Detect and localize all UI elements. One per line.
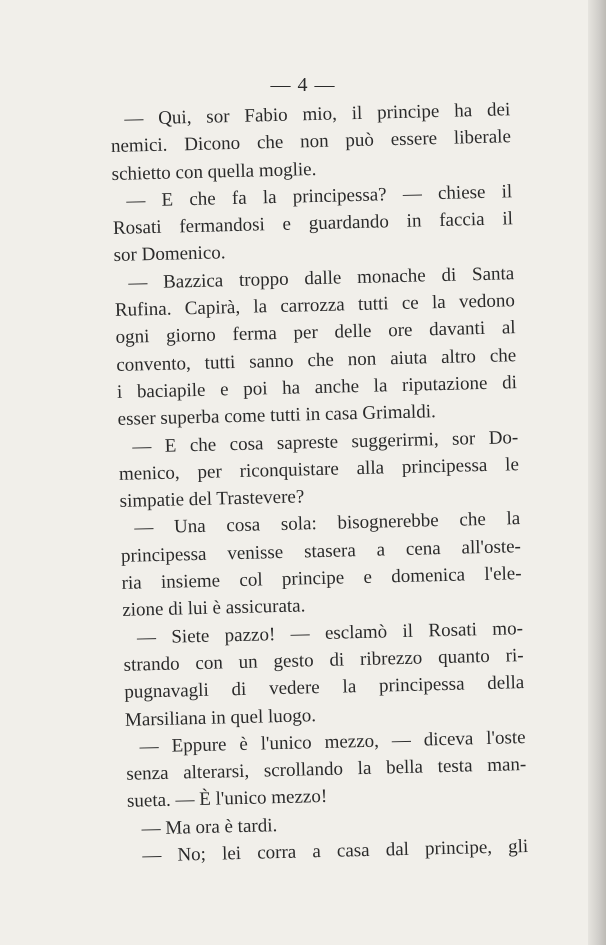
text-line: Marsiliana in quel luogo.	[124, 704, 317, 731]
text-line: zione di lui è assicurata.	[122, 595, 306, 622]
text-line: i baciapile e poi ha anche la riputazione di	[116, 372, 518, 403]
text-line: pugnavagli di vedere la principessa della	[124, 672, 525, 704]
text-line: — Ma ora è tardi.	[141, 814, 278, 840]
text-line: — Siete pazzo! — esclamò il Rosati mo-	[136, 617, 524, 649]
text-line: principessa venisse stasera a cena all'oste-	[120, 535, 522, 567]
text-line: menico, per riconquistare alla principessa le	[118, 453, 520, 485]
page-number: — 4 —	[270, 74, 336, 96]
text-line: strando con un gesto di ribrezzo quanto ri-	[123, 645, 524, 676]
text-line: — E che fa la principessa? — chiese il	[126, 181, 513, 212]
text-line: — Qui, sor Fabio mio, il principe ha dei	[124, 99, 511, 130]
text-line: ria insieme col principe e domenica l'ele-	[121, 563, 522, 594]
text-line: Rufina. Capirà, la carrozza tutti ce la vedono	[114, 290, 516, 322]
text-line: convento, tutti sanno che non aiuta altro che	[116, 344, 517, 376]
text-line: esser superba come tutti in casa Grimaldi.	[117, 401, 436, 431]
text-line: Rosati fermandosi e guardando in faccia il	[112, 208, 514, 240]
text-line: — Bazzica troppo dalle monache di Santa	[128, 262, 515, 294]
text-line: schietto con quella moglie.	[111, 158, 317, 185]
text-line: — Una cosa sola: bisognerebbe che la	[134, 508, 521, 539]
page-edge-shadow	[588, 0, 606, 945]
text-line: sor Domenico.	[113, 242, 226, 267]
text-line: sueta. — È l'unico mezzo!	[126, 786, 328, 813]
text-line: ogni giorno ferma per delle ore davanti al	[115, 317, 516, 349]
text-line: — No; lei corra a casa dal principe, gli	[142, 836, 529, 867]
text-line: nemici. Dicono che non può essere liberale	[110, 126, 512, 158]
body-text	[110, 96, 529, 870]
text-line: — Eppure è l'unico mezzo, — diceva l'oste	[139, 726, 526, 758]
text-line: — E che cosa sapreste suggerirmi, sor Do-	[132, 426, 519, 458]
text-line: simpatie del Trastevere?	[119, 486, 305, 513]
text-line: senza alterarsi, scrollando la bella testa man-	[126, 754, 527, 785]
